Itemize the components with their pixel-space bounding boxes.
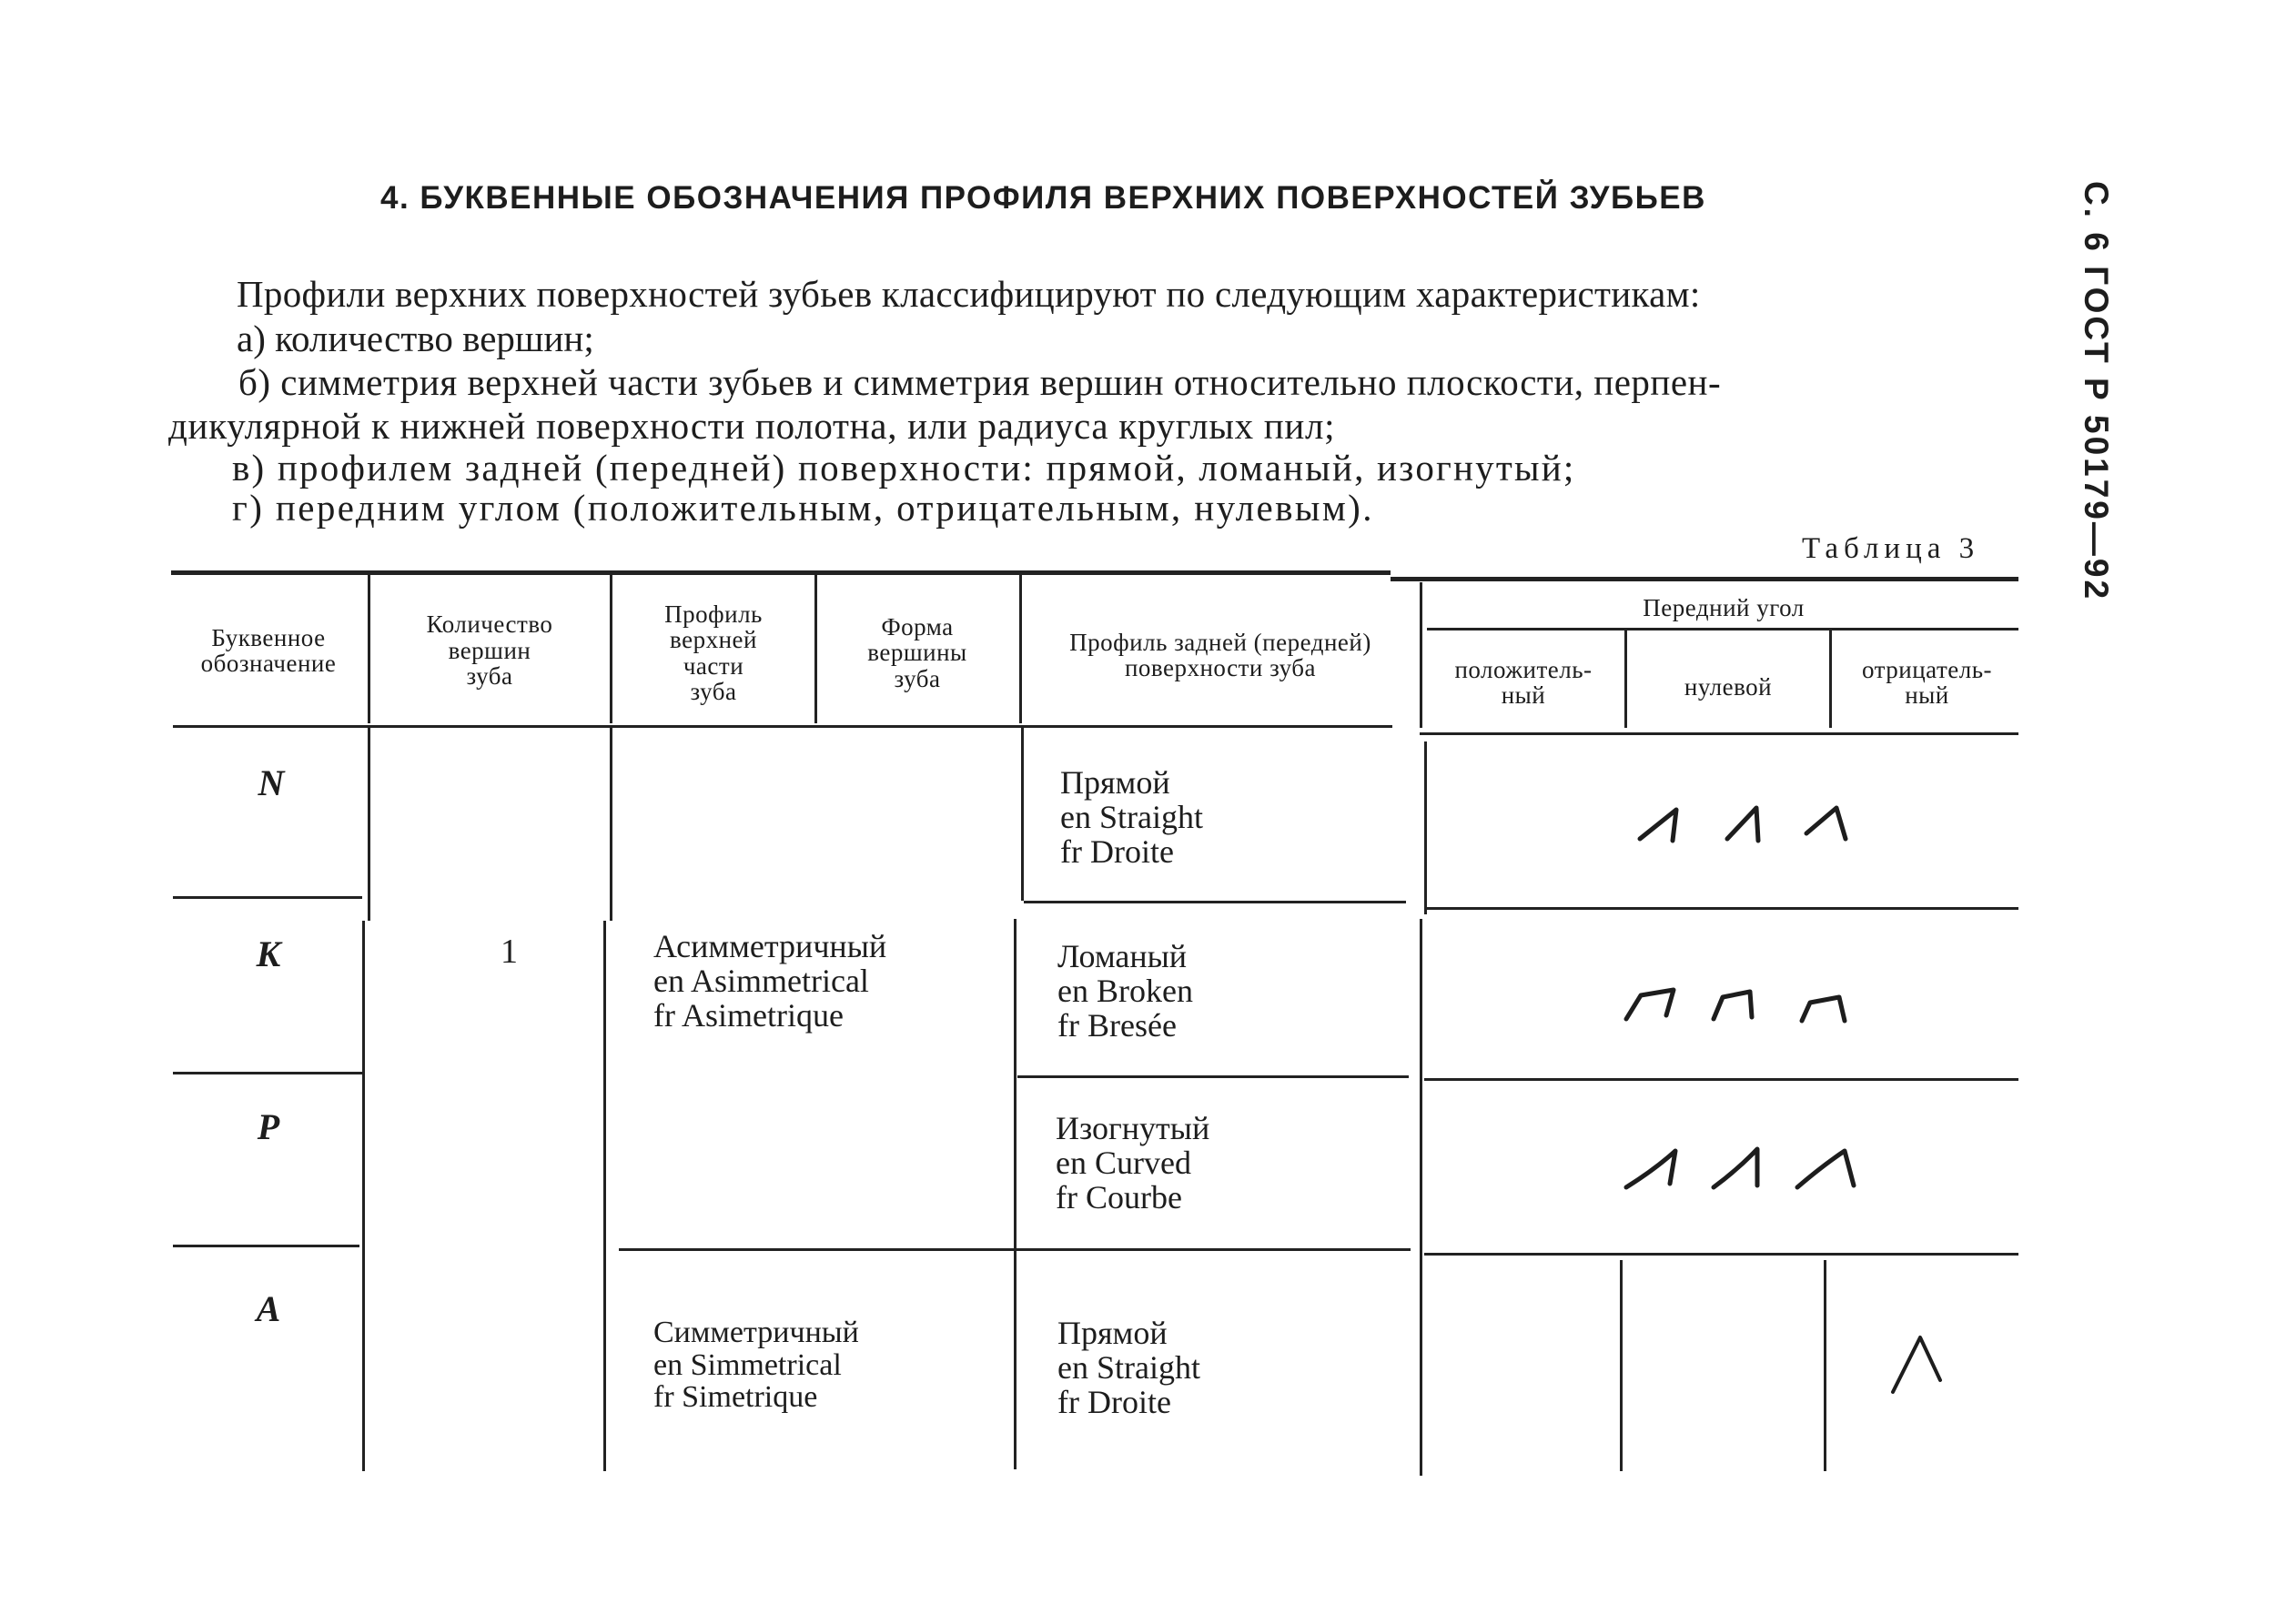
straight-zero-icon [1727, 808, 1758, 841]
back-profile-n: Прямой en Straight fr Droite [1060, 764, 1203, 870]
page-side-label [2055, 182, 2137, 600]
header-rake-zero: нулевой [1684, 672, 1773, 701]
broken-zero-icon [1714, 992, 1752, 1019]
intro-item-b-line-2: дикулярной к нижней поверхности полотна, или радиуса круглых пил; [168, 405, 1336, 447]
col-rule-1-a [368, 728, 370, 921]
header-upper-profile: Профиль верхней части зуба [664, 600, 763, 705]
row-code-a: A [256, 1288, 281, 1329]
broken-positive-icon [1626, 990, 1674, 1019]
row-rule-p-code [173, 1245, 359, 1247]
col-rule-5-b [1420, 919, 1422, 1476]
intro-item-b-line-1: б) симметрия верхней части зубьев и симметрия вершин относительно плоскости, перпен- [238, 361, 1722, 403]
row-code-p: P [257, 1106, 280, 1147]
header-count: Количество вершин зуба [426, 610, 553, 691]
col-rule-4-a [1021, 728, 1024, 901]
curved-profile-icons [1615, 1133, 1879, 1205]
straight-negative-icon [1806, 808, 1846, 839]
broken-profile-icons [1615, 964, 1879, 1037]
header-rake-positive: положитель- ный [1454, 655, 1593, 709]
header-back-profile: Профиль задней (передней) поверхности зуба [1069, 628, 1371, 681]
tooth-count-value: 1 [501, 933, 518, 971]
col-rule-4-b [1014, 919, 1017, 1469]
back-profile-a: Прямой en Straight fr Droite [1057, 1315, 1200, 1420]
rake-group-rule [1427, 628, 2018, 630]
straight-positive-icon [1640, 810, 1676, 841]
col-rule-1-header [368, 575, 370, 723]
row-rule-n-rake [1424, 907, 2018, 910]
col-rule-7-header [1829, 630, 1832, 728]
intro-line-1: Профили верхних поверхностей зубьев классифицируют по следующим характеристикам: [237, 273, 1701, 315]
row-rule-k-code [173, 1072, 362, 1074]
col-rule-2-header [610, 575, 612, 723]
upper-profile-asymmetric: Асимметричный en Asimmetrical fr Asimetrique [653, 928, 887, 1034]
straight-profile-icons [1620, 792, 1875, 855]
section-heading: 4. БУКВЕННЫЕ ОБОЗНАЧЕНИЯ ПРОФИЛЯ ВЕРХНИХ ПОВЕРХНОСТЕЙ ЗУБЬЕВ [380, 180, 1706, 216]
row-rule-p-rake [1424, 1253, 2018, 1256]
header-rake-negative: отрицатель- ный [1861, 655, 1993, 709]
intro-item-a: а) количество вершин; [237, 318, 594, 359]
row-rule-k-rake [1424, 1078, 2018, 1081]
col-rule-2-b [603, 921, 606, 1471]
row-code-n: N [258, 762, 285, 803]
header-bottom-rule-right [1420, 732, 2018, 735]
table-top-rule-right [1391, 577, 2018, 581]
col-rule-5-a [1424, 741, 1427, 914]
header-code: Буквенное обозначение [200, 623, 337, 677]
col-rule-1-b [362, 921, 365, 1471]
col-rule-5-header [1420, 582, 1422, 728]
header-rake-group: Передний угол [1643, 593, 1805, 621]
upper-profile-symmetric: Симметричный en Simmetrical fr Simetrique [653, 1316, 859, 1415]
row-rule-n-profile [1024, 901, 1406, 903]
curved-positive-icon [1626, 1151, 1675, 1187]
col-rule-4-header [1019, 575, 1022, 723]
table-top-rule [171, 570, 1391, 575]
row-code-k: K [256, 933, 281, 974]
side-label-text: С. 6 ГОСТ Р 50179—92 [2078, 180, 2115, 602]
back-profile-p: Изогнутый en Curved fr Courbe [1056, 1110, 1210, 1215]
intro-item-g: г) передним углом (положительным, отрицательным, нулевым). [232, 487, 1374, 529]
col-rule-2-a [610, 728, 612, 921]
curved-zero-icon [1714, 1149, 1757, 1187]
table-caption: Таблица 3 [1802, 532, 1980, 565]
broken-negative-icon [1802, 997, 1845, 1021]
curved-negative-icon [1797, 1151, 1854, 1187]
intro-item-v: в) профилем задней (передней) поверхности: прямой, ломаный, изогнутый; [232, 447, 1576, 489]
row-rule-k-profile [1017, 1075, 1409, 1078]
header-tip-shape: Форма вершины зуба [867, 612, 967, 692]
back-profile-k: Ломаный en Broken fr Bresée [1057, 938, 1193, 1044]
col-rule-6-a [1620, 1260, 1623, 1471]
row-rule-n-code [173, 896, 362, 899]
col-rule-6-header [1624, 630, 1627, 728]
symmetric-profile-icon [1884, 1324, 1957, 1406]
header-bottom-rule [173, 725, 1392, 728]
col-rule-7-a [1824, 1260, 1826, 1471]
